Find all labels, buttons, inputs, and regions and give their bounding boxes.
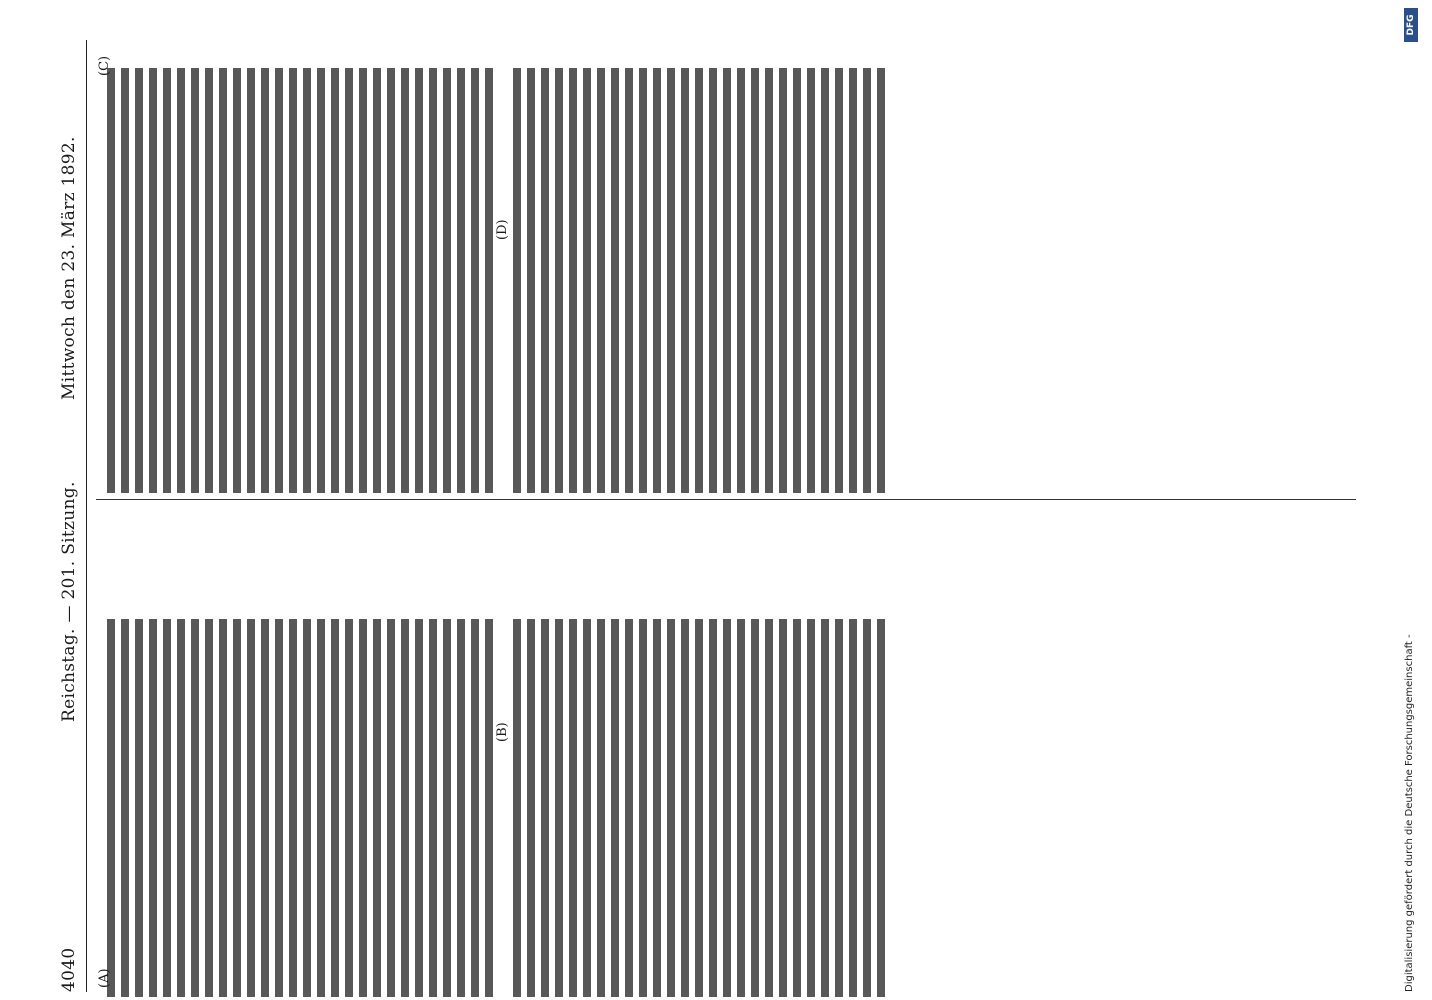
text-column-c [104, 68, 496, 493]
digitization-credit: Digitalisierung gefördert durch die Deutsche Forschungsgemeinschaft - [1404, 634, 1415, 992]
fraktur-text-body [104, 68, 496, 493]
fraktur-text-body [104, 619, 496, 997]
text-column-a [104, 619, 496, 997]
fraktur-text-body [510, 619, 888, 997]
section-marker-c: (C) [97, 55, 112, 76]
section-marker-b: (B) [495, 722, 510, 742]
text-column-b [510, 619, 888, 997]
fraktur-text-body [510, 68, 888, 493]
section-marker-d: (D) [495, 219, 510, 240]
section-marker-a: (A) [97, 968, 112, 988]
session-date: Mittwoch den 23. März 1892. [59, 136, 79, 400]
header-rule [86, 40, 87, 992]
page-number: 4040 [59, 947, 79, 992]
dfg-logo-badge: DFG [1404, 8, 1418, 42]
text-column-d [510, 68, 888, 493]
column-divider [96, 499, 1356, 500]
session-title: Reichstag. — 201. Sitzung. [59, 481, 79, 722]
